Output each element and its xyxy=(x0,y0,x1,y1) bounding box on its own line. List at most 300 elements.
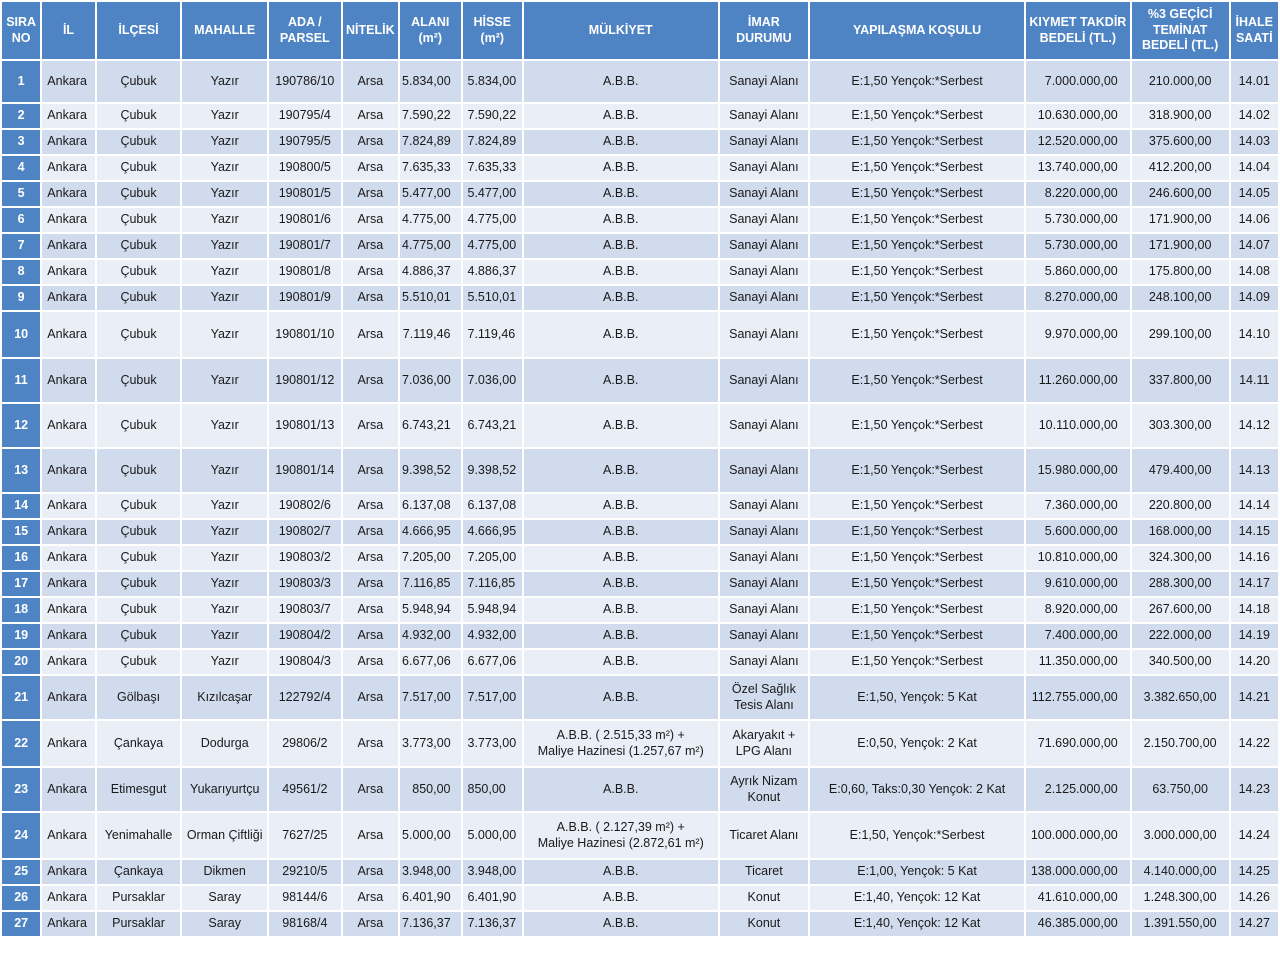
cell-line: LPG Alanı xyxy=(735,743,793,758)
cell-hisse: 3.773,00 xyxy=(463,721,522,766)
cell-sira-no: 2 xyxy=(2,104,40,128)
cell-ilce: Çubuk xyxy=(97,234,181,258)
cell-line: Sanayi Alanı xyxy=(729,550,799,565)
cell-mahalle: Kızılcaşar xyxy=(182,676,267,719)
cell-teminat: 3.000.000,00 xyxy=(1132,813,1229,858)
cell-kiymet: 2.125.000,00 xyxy=(1026,768,1130,811)
cell-ilce: Çubuk xyxy=(97,156,181,180)
cell-alani: 7.824,89 xyxy=(400,130,460,154)
table-row xyxy=(2,768,1278,811)
cell-ihale-saati: 14.13 xyxy=(1231,449,1278,492)
header-kiymet xyxy=(1026,2,1130,59)
cell-kiymet: 7.400.000,00 xyxy=(1026,624,1130,648)
cell-yapilasma: E:1,50, Yençok:*Serbest xyxy=(810,813,1024,858)
cell-kiymet: 7.360.000,00 xyxy=(1026,494,1130,518)
cell-kiymet: 11.260.000,00 xyxy=(1026,359,1130,402)
cell-teminat: 246.600,00 xyxy=(1132,182,1229,206)
cell-hisse: 6.743,21 xyxy=(463,404,522,447)
cell-teminat: 375.600,00 xyxy=(1132,130,1229,154)
cell-hisse: 7.205,00 xyxy=(463,546,522,570)
cell-mulkiyet xyxy=(524,208,718,232)
cell-sira-no: 13 xyxy=(2,449,40,492)
cell-ada-parsel: 190801/13 xyxy=(269,404,341,447)
cell-teminat: 267.600,00 xyxy=(1132,598,1229,622)
cell-ada-parsel: 7627/25 xyxy=(269,813,341,858)
cell-kiymet: 10.110.000,00 xyxy=(1026,404,1130,447)
cell-sira-no: 9 xyxy=(2,286,40,310)
cell-sira-no: 16 xyxy=(2,546,40,570)
cell-ilce: Çubuk xyxy=(97,359,181,402)
cell-line: Sanayi Alanı xyxy=(729,498,799,513)
cell-il: Ankara xyxy=(42,286,94,310)
cell-ilce: Çubuk xyxy=(97,404,181,447)
header-line: İL xyxy=(62,22,75,37)
cell-il: Ankara xyxy=(42,886,94,910)
cell-sira-no: 19 xyxy=(2,624,40,648)
cell-line: A.B.B. xyxy=(603,781,639,796)
cell-kiymet: 13.740.000,00 xyxy=(1026,156,1130,180)
cell-kiymet: 7.000.000,00 xyxy=(1026,61,1130,102)
cell-imar xyxy=(720,598,809,622)
cell-ilce: Çubuk xyxy=(97,546,181,570)
cell-ada-parsel: 190801/12 xyxy=(269,359,341,402)
cell-mahalle: Yazır xyxy=(182,359,267,402)
cell-line: A.B.B. xyxy=(603,326,639,341)
cell-alani: 4.666,95 xyxy=(400,520,460,544)
cell-yapilasma: E:1,50 Yençok:*Serbest xyxy=(810,130,1024,154)
cell-ihale-saati: 14.21 xyxy=(1231,676,1278,719)
cell-alani: 3.948,00 xyxy=(400,860,460,884)
header-line: (m²) xyxy=(418,30,443,45)
cell-sira-no: 23 xyxy=(2,768,40,811)
cell-il: Ankara xyxy=(42,912,94,936)
cell-ada-parsel: 98144/6 xyxy=(269,886,341,910)
cell-ada-parsel: 190801/6 xyxy=(269,208,341,232)
cell-ada-parsel: 190802/7 xyxy=(269,520,341,544)
cell-imar xyxy=(720,520,809,544)
cell-hisse: 7.036,00 xyxy=(463,359,522,402)
table-row xyxy=(2,286,1278,310)
cell-nitelik: Arsa xyxy=(343,624,398,648)
cell-ihale-saati: 14.02 xyxy=(1231,104,1278,128)
cell-line: Sanayi Alanı xyxy=(729,576,799,591)
table-row xyxy=(2,312,1278,357)
cell-hisse: 6.677,06 xyxy=(463,650,522,674)
cell-yapilasma: E:1,40, Yençok: 12 Kat xyxy=(810,886,1024,910)
cell-mahalle: Yazır xyxy=(182,61,267,102)
cell-kiymet: 9.610.000,00 xyxy=(1026,572,1130,596)
cell-mulkiyet xyxy=(524,260,718,284)
cell-yapilasma: E:1,50 Yençok:*Serbest xyxy=(810,61,1024,102)
cell-line: A.B.B. xyxy=(603,524,639,539)
cell-il: Ankara xyxy=(42,624,94,648)
cell-line: Sanayi Alanı xyxy=(729,524,799,539)
cell-line: Sanayi Alanı xyxy=(729,417,799,432)
header-line: İHALE xyxy=(1235,14,1273,29)
cell-teminat: 171.900,00 xyxy=(1132,208,1229,232)
cell-imar xyxy=(720,912,809,936)
cell-ihale-saati: 14.11 xyxy=(1231,359,1278,402)
cell-imar xyxy=(720,546,809,570)
cell-il: Ankara xyxy=(42,598,94,622)
cell-line: Maliye Hazinesi (2.872,61 m²) xyxy=(537,835,704,850)
cell-ihale-saati: 14.05 xyxy=(1231,182,1278,206)
cell-teminat: 222.000,00 xyxy=(1132,624,1229,648)
cell-teminat: 2.150.700,00 xyxy=(1132,721,1229,766)
cell-il: Ankara xyxy=(42,860,94,884)
cell-imar xyxy=(720,208,809,232)
cell-kiymet: 5.730.000,00 xyxy=(1026,234,1130,258)
cell-imar xyxy=(720,61,809,102)
cell-alani: 7.116,85 xyxy=(400,572,460,596)
cell-ihale-saati: 14.12 xyxy=(1231,404,1278,447)
cell-ilce: Çubuk xyxy=(97,182,181,206)
cell-alani: 4.775,00 xyxy=(400,234,460,258)
table-row xyxy=(2,156,1278,180)
cell-il: Ankara xyxy=(42,104,94,128)
header-line: KIYMET TAKDİR xyxy=(1029,14,1127,29)
cell-mahalle: Yazır xyxy=(182,182,267,206)
cell-teminat: 4.140.000,00 xyxy=(1132,860,1229,884)
cell-ilce: Pursaklar xyxy=(97,912,181,936)
cell-ihale-saati: 14.26 xyxy=(1231,886,1278,910)
cell-teminat: 220.800,00 xyxy=(1132,494,1229,518)
cell-imar xyxy=(720,650,809,674)
cell-mahalle: Yazır xyxy=(182,650,267,674)
cell-ihale-saati: 14.15 xyxy=(1231,520,1278,544)
cell-ada-parsel: 190801/7 xyxy=(269,234,341,258)
header-line: İMAR xyxy=(747,14,780,29)
cell-sira-no: 17 xyxy=(2,572,40,596)
cell-imar xyxy=(720,676,809,719)
cell-line: Konut xyxy=(747,789,781,804)
cell-mahalle: Yazır xyxy=(182,312,267,357)
cell-kiymet: 8.920.000,00 xyxy=(1026,598,1130,622)
cell-ada-parsel: 190804/2 xyxy=(269,624,341,648)
cell-kiymet: 5.860.000,00 xyxy=(1026,260,1130,284)
table-row xyxy=(2,208,1278,232)
header-line: SIRA xyxy=(6,14,37,29)
header-nitelik xyxy=(343,2,398,59)
cell-kiymet: 9.970.000,00 xyxy=(1026,312,1130,357)
cell-mulkiyet xyxy=(524,182,718,206)
cell-sira-no: 7 xyxy=(2,234,40,258)
cell-line: A.B.B. xyxy=(603,462,639,477)
header-line: %3 GEÇİCİ xyxy=(1147,7,1213,22)
cell-line: Sanayi Alanı xyxy=(729,602,799,617)
cell-nitelik: Arsa xyxy=(343,312,398,357)
cell-kiymet: 10.630.000,00 xyxy=(1026,104,1130,128)
cell-mahalle: Yazır xyxy=(182,598,267,622)
cell-ihale-saati: 14.01 xyxy=(1231,61,1278,102)
header-sira-no xyxy=(2,2,40,59)
cell-hisse: 7.517,00 xyxy=(463,676,522,719)
cell-line: A.B.B. xyxy=(603,689,639,704)
cell-ilce: Çubuk xyxy=(97,598,181,622)
cell-kiymet: 10.810.000,00 xyxy=(1026,546,1130,570)
cell-mulkiyet xyxy=(524,130,718,154)
cell-alani: 5.834,00 xyxy=(400,61,460,102)
cell-hisse: 4.775,00 xyxy=(463,234,522,258)
cell-line: Sanayi Alanı xyxy=(729,462,799,477)
cell-ihale-saati: 14.23 xyxy=(1231,768,1278,811)
cell-line: Ayrık Nizam xyxy=(730,773,798,788)
cell-ada-parsel: 122792/4 xyxy=(269,676,341,719)
cell-kiymet: 100.000.000,00 xyxy=(1026,813,1130,858)
cell-alani: 6.743,21 xyxy=(400,404,460,447)
table-row xyxy=(2,359,1278,402)
cell-line: Ticaret xyxy=(744,864,783,879)
cell-mahalle: Yazır xyxy=(182,520,267,544)
cell-alani: 4.886,37 xyxy=(400,260,460,284)
cell-hisse: 7.590,22 xyxy=(463,104,522,128)
cell-sira-no: 22 xyxy=(2,721,40,766)
cell-ilce: Çubuk xyxy=(97,104,181,128)
cell-ihale-saati: 14.25 xyxy=(1231,860,1278,884)
cell-ada-parsel: 190802/6 xyxy=(269,494,341,518)
cell-mulkiyet xyxy=(524,624,718,648)
cell-mahalle: Yazır xyxy=(182,624,267,648)
cell-hisse: 5.477,00 xyxy=(463,182,522,206)
table-row xyxy=(2,494,1278,518)
cell-hisse: 3.948,00 xyxy=(463,860,522,884)
cell-hisse: 7.119,46 xyxy=(463,312,522,357)
cell-imar xyxy=(720,404,809,447)
cell-teminat: 324.300,00 xyxy=(1132,546,1229,570)
cell-yapilasma: E:1,50 Yençok:*Serbest xyxy=(810,359,1024,402)
cell-ada-parsel: 190800/5 xyxy=(269,156,341,180)
cell-nitelik: Arsa xyxy=(343,449,398,492)
cell-mahalle: Yazır xyxy=(182,234,267,258)
cell-nitelik: Arsa xyxy=(343,404,398,447)
cell-mahalle: Yazır xyxy=(182,156,267,180)
cell-il: Ankara xyxy=(42,156,94,180)
cell-hisse: 5.834,00 xyxy=(463,61,522,102)
table-row xyxy=(2,860,1278,884)
table-row xyxy=(2,912,1278,936)
table-row xyxy=(2,813,1278,858)
cell-mulkiyet xyxy=(524,61,718,102)
cell-mahalle: Orman Çiftliği xyxy=(182,813,267,858)
cell-ilce: Çubuk xyxy=(97,260,181,284)
cell-mahalle: Saray xyxy=(182,912,267,936)
cell-kiymet: 71.690.000,00 xyxy=(1026,721,1130,766)
cell-yapilasma: E:1,50 Yençok:*Serbest xyxy=(810,260,1024,284)
cell-nitelik: Arsa xyxy=(343,886,398,910)
cell-teminat: 299.100,00 xyxy=(1132,312,1229,357)
cell-line: A.B.B. xyxy=(603,290,639,305)
cell-ilce: Çubuk xyxy=(97,208,181,232)
cell-imar xyxy=(720,130,809,154)
cell-mulkiyet xyxy=(524,156,718,180)
cell-mulkiyet xyxy=(524,912,718,936)
cell-il: Ankara xyxy=(42,61,94,102)
cell-line: A.B.B. xyxy=(603,550,639,565)
cell-mahalle: Yazır xyxy=(182,130,267,154)
cell-mulkiyet xyxy=(524,721,718,766)
cell-mulkiyet xyxy=(524,886,718,910)
cell-imar xyxy=(720,104,809,128)
cell-line: A.B.B. xyxy=(603,238,639,253)
cell-alani: 850,00 xyxy=(400,768,460,811)
cell-mahalle: Yazır xyxy=(182,260,267,284)
header-il xyxy=(42,2,94,59)
cell-imar xyxy=(720,860,809,884)
cell-teminat: 337.800,00 xyxy=(1132,359,1229,402)
cell-line: Maliye Hazinesi (1.257,67 m²) xyxy=(537,743,704,758)
cell-teminat: 340.500,00 xyxy=(1132,650,1229,674)
cell-nitelik: Arsa xyxy=(343,61,398,102)
cell-hisse: 4.932,00 xyxy=(463,624,522,648)
header-line: NİTELİK xyxy=(346,22,395,37)
cell-nitelik: Arsa xyxy=(343,520,398,544)
cell-line: Ticaret Alanı xyxy=(729,827,799,842)
table-row xyxy=(2,572,1278,596)
cell-hisse: 4.666,95 xyxy=(463,520,522,544)
cell-ada-parsel: 190801/9 xyxy=(269,286,341,310)
cell-alani: 7.517,00 xyxy=(400,676,460,719)
cell-nitelik: Arsa xyxy=(343,813,398,858)
cell-line: Sanayi Alanı xyxy=(729,290,799,305)
cell-yapilasma: E:1,50 Yençok:*Serbest xyxy=(810,546,1024,570)
cell-line: A.B.B. xyxy=(603,417,639,432)
cell-line: A.B.B. xyxy=(603,212,639,227)
cell-imar xyxy=(720,572,809,596)
table-row xyxy=(2,234,1278,258)
cell-nitelik: Arsa xyxy=(343,494,398,518)
cell-imar xyxy=(720,234,809,258)
header-line: BEDELİ (TL.) xyxy=(1141,38,1219,53)
cell-yapilasma: E:1,50 Yençok:*Serbest xyxy=(810,208,1024,232)
cell-ilce: Etimesgut xyxy=(97,768,181,811)
cell-sira-no: 14 xyxy=(2,494,40,518)
cell-line: Konut xyxy=(747,890,781,905)
cell-mahalle: Yazır xyxy=(182,494,267,518)
cell-ilce: Pursaklar xyxy=(97,886,181,910)
cell-il: Ankara xyxy=(42,359,94,402)
table-row xyxy=(2,598,1278,622)
cell-alani: 4.775,00 xyxy=(400,208,460,232)
cell-yapilasma: E:1,50 Yençok:*Serbest xyxy=(810,650,1024,674)
cell-ihale-saati: 14.04 xyxy=(1231,156,1278,180)
cell-line: A.B.B. xyxy=(603,864,639,879)
table-row xyxy=(2,624,1278,648)
cell-hisse: 4.775,00 xyxy=(463,208,522,232)
cell-yapilasma: E:1,50 Yençok:*Serbest xyxy=(810,312,1024,357)
cell-mulkiyet xyxy=(524,860,718,884)
header-ihale-saati xyxy=(1231,2,1278,59)
cell-hisse: 7.635,33 xyxy=(463,156,522,180)
cell-hisse: 5.000,00 xyxy=(463,813,522,858)
cell-kiymet: 5.730.000,00 xyxy=(1026,208,1130,232)
cell-line: A.B.B. xyxy=(603,73,639,88)
cell-ihale-saati: 14.20 xyxy=(1231,650,1278,674)
cell-yapilasma: E:1,50 Yençok:*Serbest xyxy=(810,449,1024,492)
cell-ilce: Çubuk xyxy=(97,650,181,674)
cell-teminat: 3.382.650,00 xyxy=(1132,676,1229,719)
cell-line: A.B.B. xyxy=(603,160,639,175)
cell-hisse: 6.401,90 xyxy=(463,886,522,910)
cell-nitelik: Arsa xyxy=(343,572,398,596)
cell-mahalle: Yazır xyxy=(182,208,267,232)
cell-il: Ankara xyxy=(42,234,94,258)
cell-alani: 5.477,00 xyxy=(400,182,460,206)
cell-nitelik: Arsa xyxy=(343,260,398,284)
cell-nitelik: Arsa xyxy=(343,546,398,570)
cell-yapilasma: E:0,60, Taks:0,30 Yençok: 2 Kat xyxy=(810,768,1024,811)
cell-il: Ankara xyxy=(42,182,94,206)
cell-ihale-saati: 14.17 xyxy=(1231,572,1278,596)
cell-line: Sanayi Alanı xyxy=(729,628,799,643)
cell-sira-no: 12 xyxy=(2,404,40,447)
cell-yapilasma: E:1,00, Yençok: 5 Kat xyxy=(810,860,1024,884)
cell-line: Özel Sağlık xyxy=(731,681,796,696)
cell-yapilasma: E:1,50 Yençok:*Serbest xyxy=(810,286,1024,310)
header-line: ALANI xyxy=(411,14,450,29)
header-line: ADA / xyxy=(288,14,322,29)
cell-line: Sanayi Alanı xyxy=(729,372,799,387)
cell-kiymet: 41.610.000,00 xyxy=(1026,886,1130,910)
cell-alani: 4.932,00 xyxy=(400,624,460,648)
cell-nitelik: Arsa xyxy=(343,650,398,674)
header-yapilasma xyxy=(810,2,1024,59)
cell-ada-parsel: 98168/4 xyxy=(269,912,341,936)
cell-mahalle: Yazır xyxy=(182,104,267,128)
cell-imar xyxy=(720,813,809,858)
cell-mulkiyet xyxy=(524,598,718,622)
cell-mulkiyet xyxy=(524,359,718,402)
cell-teminat: 63.750,00 xyxy=(1132,768,1229,811)
cell-sira-no: 11 xyxy=(2,359,40,402)
cell-alani: 6.401,90 xyxy=(400,886,460,910)
cell-nitelik: Arsa xyxy=(343,359,398,402)
cell-imar xyxy=(720,182,809,206)
cell-mahalle: Yazır xyxy=(182,546,267,570)
table-row xyxy=(2,676,1278,719)
cell-il: Ankara xyxy=(42,494,94,518)
cell-imar xyxy=(720,312,809,357)
cell-nitelik: Arsa xyxy=(343,912,398,936)
cell-il: Ankara xyxy=(42,520,94,544)
cell-alani: 7.036,00 xyxy=(400,359,460,402)
cell-nitelik: Arsa xyxy=(343,768,398,811)
cell-teminat: 168.000,00 xyxy=(1132,520,1229,544)
cell-ihale-saati: 14.14 xyxy=(1231,494,1278,518)
cell-line: A.B.B. xyxy=(603,602,639,617)
cell-ada-parsel: 190801/14 xyxy=(269,449,341,492)
cell-hisse: 6.137,08 xyxy=(463,494,522,518)
cell-imar xyxy=(720,449,809,492)
cell-sira-no: 18 xyxy=(2,598,40,622)
cell-alani: 6.137,08 xyxy=(400,494,460,518)
cell-mulkiyet xyxy=(524,449,718,492)
cell-line: A.B.B. ( 2.127,39 m²) + xyxy=(556,819,685,834)
cell-mahalle: Yazır xyxy=(182,449,267,492)
cell-mulkiyet xyxy=(524,546,718,570)
table-row xyxy=(2,520,1278,544)
header-line: MÜLKİYET xyxy=(588,22,653,37)
cell-teminat: 171.900,00 xyxy=(1132,234,1229,258)
cell-ilce: Çankaya xyxy=(97,860,181,884)
cell-line: Sanayi Alanı xyxy=(729,238,799,253)
cell-alani: 3.773,00 xyxy=(400,721,460,766)
cell-line: Sanayi Alanı xyxy=(729,212,799,227)
cell-nitelik: Arsa xyxy=(343,208,398,232)
cell-yapilasma: E:1,50 Yençok:*Serbest xyxy=(810,598,1024,622)
cell-mulkiyet xyxy=(524,676,718,719)
cell-sira-no: 20 xyxy=(2,650,40,674)
cell-ilce: Çubuk xyxy=(97,61,181,102)
